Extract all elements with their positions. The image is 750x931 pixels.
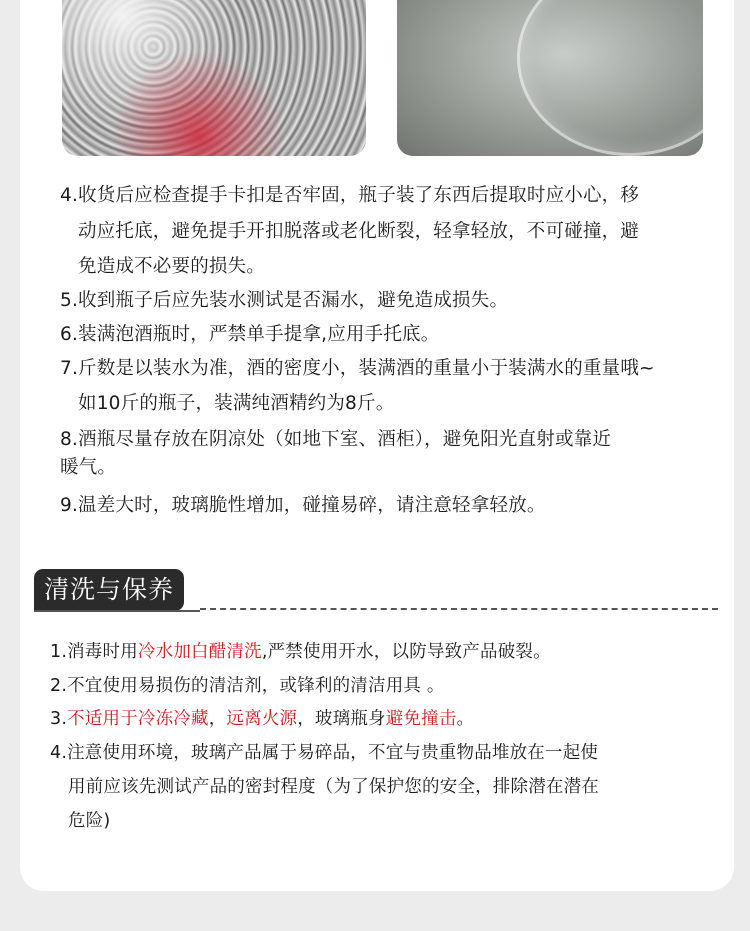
- care-item-3-highlight-2: 远离火源: [226, 709, 298, 729]
- product-photo-glass-jar: [397, 0, 703, 156]
- care-item-1-text-a: 消毒时用: [67, 642, 138, 662]
- care-item-4-num: 4.: [50, 743, 68, 763]
- care-item-1-num: 1.: [50, 642, 68, 662]
- care-item-3-highlight-3: 避免撞击: [385, 709, 457, 729]
- care-item-4-text-1: 注意使用环境，玻璃产品属于易碎品，不宜与贵重物品堆放在一起使: [67, 743, 599, 763]
- note-4-line-2: 动应托底，避免提手开扣脱落或老化断裂，轻拿轻放，不可碰撞，避: [78, 221, 640, 242]
- care-item-4-line-3: 危险): [68, 811, 111, 831]
- care-item-1: [50, 639, 551, 665]
- care-item-2: [50, 673, 445, 699]
- care-item-1-highlight: 冷水加白醋清洗: [137, 642, 262, 662]
- note-9: 9.温差大时，玻璃脆性增加，碰撞易碎，请注意轻拿轻放。: [60, 495, 546, 516]
- note-8-line-1: 8.酒瓶尽量存放在阴凉处（如地下室、酒柜），避免阳光直射或靠近: [60, 429, 612, 450]
- care-item-2-text: 不宜使用易损伤的清洁剂，或锋利的清洁用具 。: [67, 676, 445, 696]
- care-item-3-text-d: 。: [456, 709, 475, 729]
- note-8-line-2: 暖气。: [60, 457, 117, 478]
- care-item-3-text-c: ，玻璃瓶身: [297, 709, 386, 729]
- section-dashed-divider: [200, 608, 718, 610]
- product-photo-glass-texture: [62, 0, 366, 156]
- care-item-3-text-b: ，: [208, 709, 227, 729]
- care-item-1-text-b: ,严禁使用开水，以防导致产品破裂。: [261, 642, 551, 662]
- note-7-line-1: 7.斤数是以装水为准，酒的密度小，装满酒的重量小于装满水的重量哦~: [60, 358, 655, 379]
- note-5: 5.收到瓶子后应先装水测试是否漏水，避免造成损失。: [60, 290, 509, 311]
- care-item-2-num: 2.: [50, 676, 68, 696]
- section-title-underline: [34, 610, 200, 612]
- note-6: 6.装满泡酒瓶时，严禁单手提拿,应用手托底。: [60, 324, 440, 345]
- care-item-3: [50, 706, 474, 732]
- care-item-3-highlight-1: 不适用于冷冻冷藏: [67, 709, 209, 729]
- care-item-4-line-1: [50, 740, 598, 766]
- care-item-4-line-2: 用前应该先测试产品的密封程度（为了保护您的安全，排除潜在潜在: [68, 777, 599, 797]
- care-item-3-num: 3.: [50, 709, 68, 729]
- note-4-line-1: 4.收货后应检查提手卡扣是否牢固，瓶子装了东西后提取时应小心，移: [60, 185, 640, 206]
- jar-rim: [517, 0, 703, 156]
- section-title-badge: 清洗与保养: [34, 569, 184, 611]
- note-4-line-3: 免造成不必要的损失。: [78, 256, 266, 277]
- note-7-line-2: 如10斤的瓶子，装满纯酒精约为8斤。: [78, 393, 395, 414]
